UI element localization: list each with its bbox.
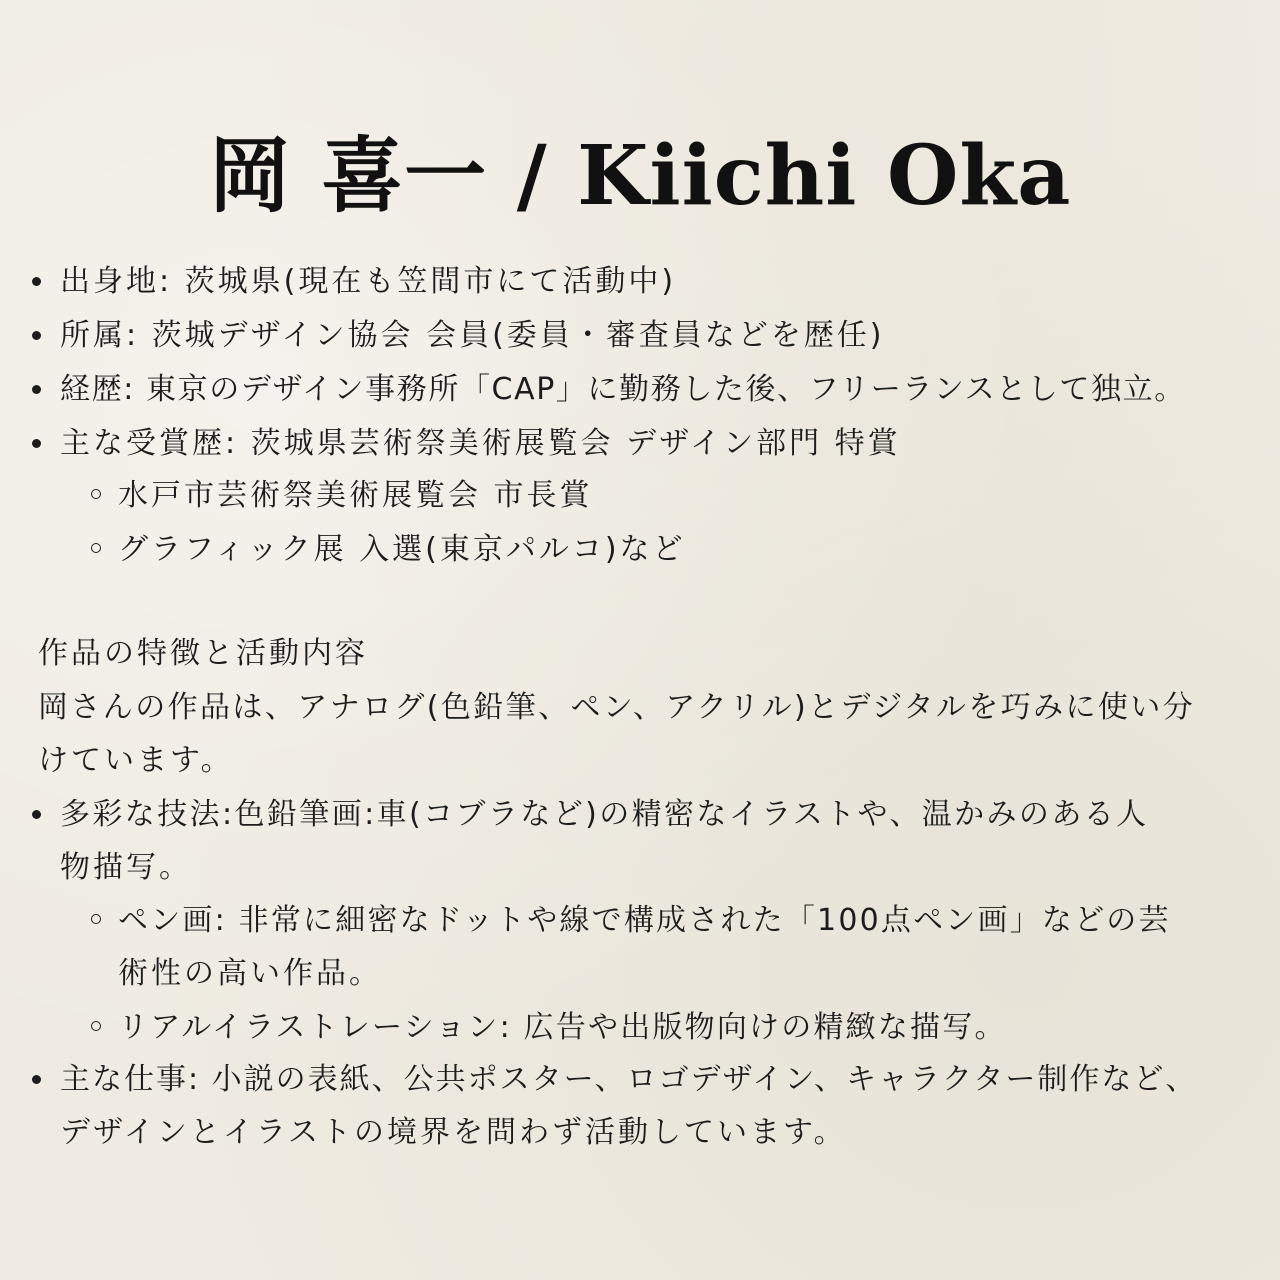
sub-bullet-award-1 bbox=[91, 489, 101, 499]
bullet-techniques bbox=[32, 810, 41, 819]
bullet-affiliation bbox=[32, 331, 41, 340]
techniques-line-1: 多彩な技法:色鉛筆画:車(コブラなど)の精密なイラストや、温かみのある人 bbox=[60, 797, 1149, 832]
awards-text: 主な受賞歴: 茨城県芸術祭美術展覧会 デザイン部門 特賞 bbox=[60, 426, 901, 461]
work-line-1: 主な仕事: 小説の表紙、公共ポスター、ロゴデザイン、キャラクター制作など、 bbox=[60, 1062, 1198, 1097]
work-line-2: デザインとイラストの境界を問わず活動しています。 bbox=[60, 1115, 847, 1150]
career-text: 経歴: 東京のデザイン事務所「CAP」に勤務した後、フリーランスとして独立。 bbox=[60, 372, 1186, 407]
real-illustration-text: リアルイラストレーション: 広告や出版物向けの精緻な描写。 bbox=[118, 1010, 1007, 1045]
page-title: 岡 喜一 / Kiichi Oka bbox=[208, 128, 1072, 224]
techniques-line-2: 物描写。 bbox=[60, 850, 192, 885]
bullet-birthplace bbox=[32, 277, 41, 286]
pen-line-1: ペン画: 非常に細密なドットや線で構成された「100点ペン画」などの芸 bbox=[118, 903, 1171, 938]
features-heading: 作品の特徴と活動内容 bbox=[38, 636, 368, 671]
sub-bullet-real-illustration bbox=[91, 1021, 101, 1031]
features-intro-line-2: けています。 bbox=[38, 743, 234, 778]
pen-line-2: 術性の高い作品。 bbox=[118, 956, 382, 991]
sub-bullet-award-2 bbox=[91, 543, 101, 553]
affiliation-text: 所属: 茨城デザイン協会 会員(委員・審査員などを歴任) bbox=[60, 318, 885, 353]
award-sub-2-text: グラフィック展 入選(東京パルコ)など bbox=[118, 532, 686, 567]
bullet-career bbox=[32, 385, 41, 394]
sub-bullet-pen bbox=[91, 914, 101, 924]
birthplace-text: 出身地: 茨城県(現在も笠間市にて活動中) bbox=[60, 264, 677, 299]
bullet-awards bbox=[32, 439, 41, 448]
features-intro-line-1: 岡さんの作品は、アナログ(色鉛筆、ペン、アクリル)とデジタルを巧みに使い分 bbox=[38, 690, 1196, 725]
award-sub-1-text: 水戸市芸術祭美術展覧会 市長賞 bbox=[118, 478, 593, 513]
bullet-work bbox=[32, 1075, 41, 1084]
